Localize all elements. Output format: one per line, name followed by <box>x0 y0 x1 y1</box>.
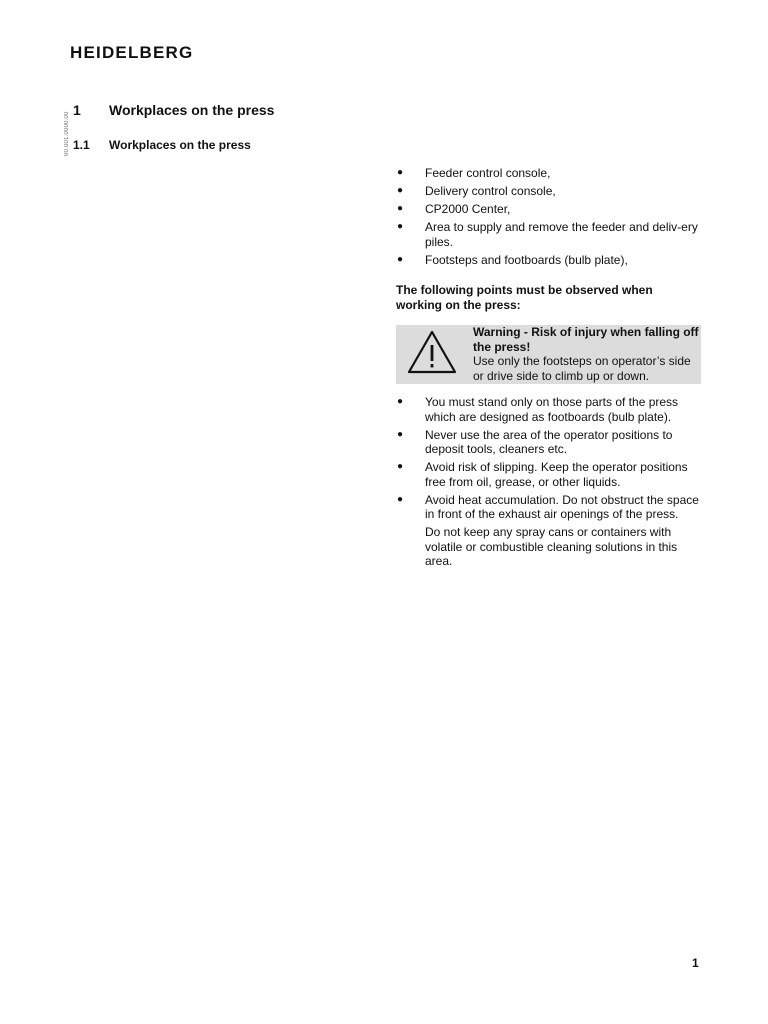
rules-list <box>396 395 706 572</box>
list-item: ● Feeder control console, <box>397 166 551 180</box>
section-title: Workplaces on the press <box>109 138 251 152</box>
workplaces-list <box>396 166 706 271</box>
bullet-icon: ● <box>397 461 404 473</box>
list-item: ● Footsteps and footboards (bulb plate), <box>397 252 628 267</box>
list-item: ● Delivery control console, <box>397 183 556 198</box>
bullet-icon: ● <box>397 253 404 265</box>
list-item: ● You must stand only on those parts of the press which are designed as footboards (bulb plate). <box>397 395 679 424</box>
warning-title: Warning - Risk of injury when falling off the press! <box>473 325 699 354</box>
lead-paragraph: The following points must be observed when working on the press: <box>396 283 653 312</box>
list-item: ● CP2000 Center, <box>397 201 511 216</box>
bullet-icon: ● <box>397 428 404 440</box>
section-number: 1.1 <box>73 138 90 152</box>
bullet-icon: ● <box>397 202 404 214</box>
list-item: ● Never use the area of the operator positions to deposit tools, cleaners etc. <box>397 427 673 457</box>
logo-text: HEIDELBERG <box>70 43 194 62</box>
list-item-note: Do not keep any spray cans or containers with volatile or combustible cleaning solutions in this area. <box>425 524 678 569</box>
list-item: ● Area to supply and remove the feeder and deliv-ery piles. <box>397 219 698 249</box>
bullet-icon: ● <box>397 220 404 232</box>
document-code: 00.001.0000.00 <box>64 111 70 156</box>
bullet-icon: ● <box>397 167 404 178</box>
bullet-icon: ● <box>397 184 404 196</box>
chapter-title: Workplaces on the press <box>109 102 275 118</box>
warning-box <box>396 325 701 384</box>
heidelberg-logo <box>70 42 213 62</box>
list-item: ● Avoid risk of slipping. Keep the operator positions free from oil, grease, or other liquids. <box>397 460 688 489</box>
bullet-icon: ● <box>397 493 404 505</box>
page-number: 1 <box>692 956 699 970</box>
warning-triangle-icon <box>406 329 458 375</box>
bullet-icon: ● <box>397 396 404 407</box>
warning-body: Use only the footsteps on operator’s side or drive side to climb up or down. <box>473 354 691 383</box>
list-item: ● Avoid heat accumulation. Do not obstruct the space in front of the exhaust air openings of the press. Do not keep any spray cans or containers with volatile or combustible cleaning solutions in this area. <box>396 493 706 569</box>
chapter-number: 1 <box>73 102 81 118</box>
